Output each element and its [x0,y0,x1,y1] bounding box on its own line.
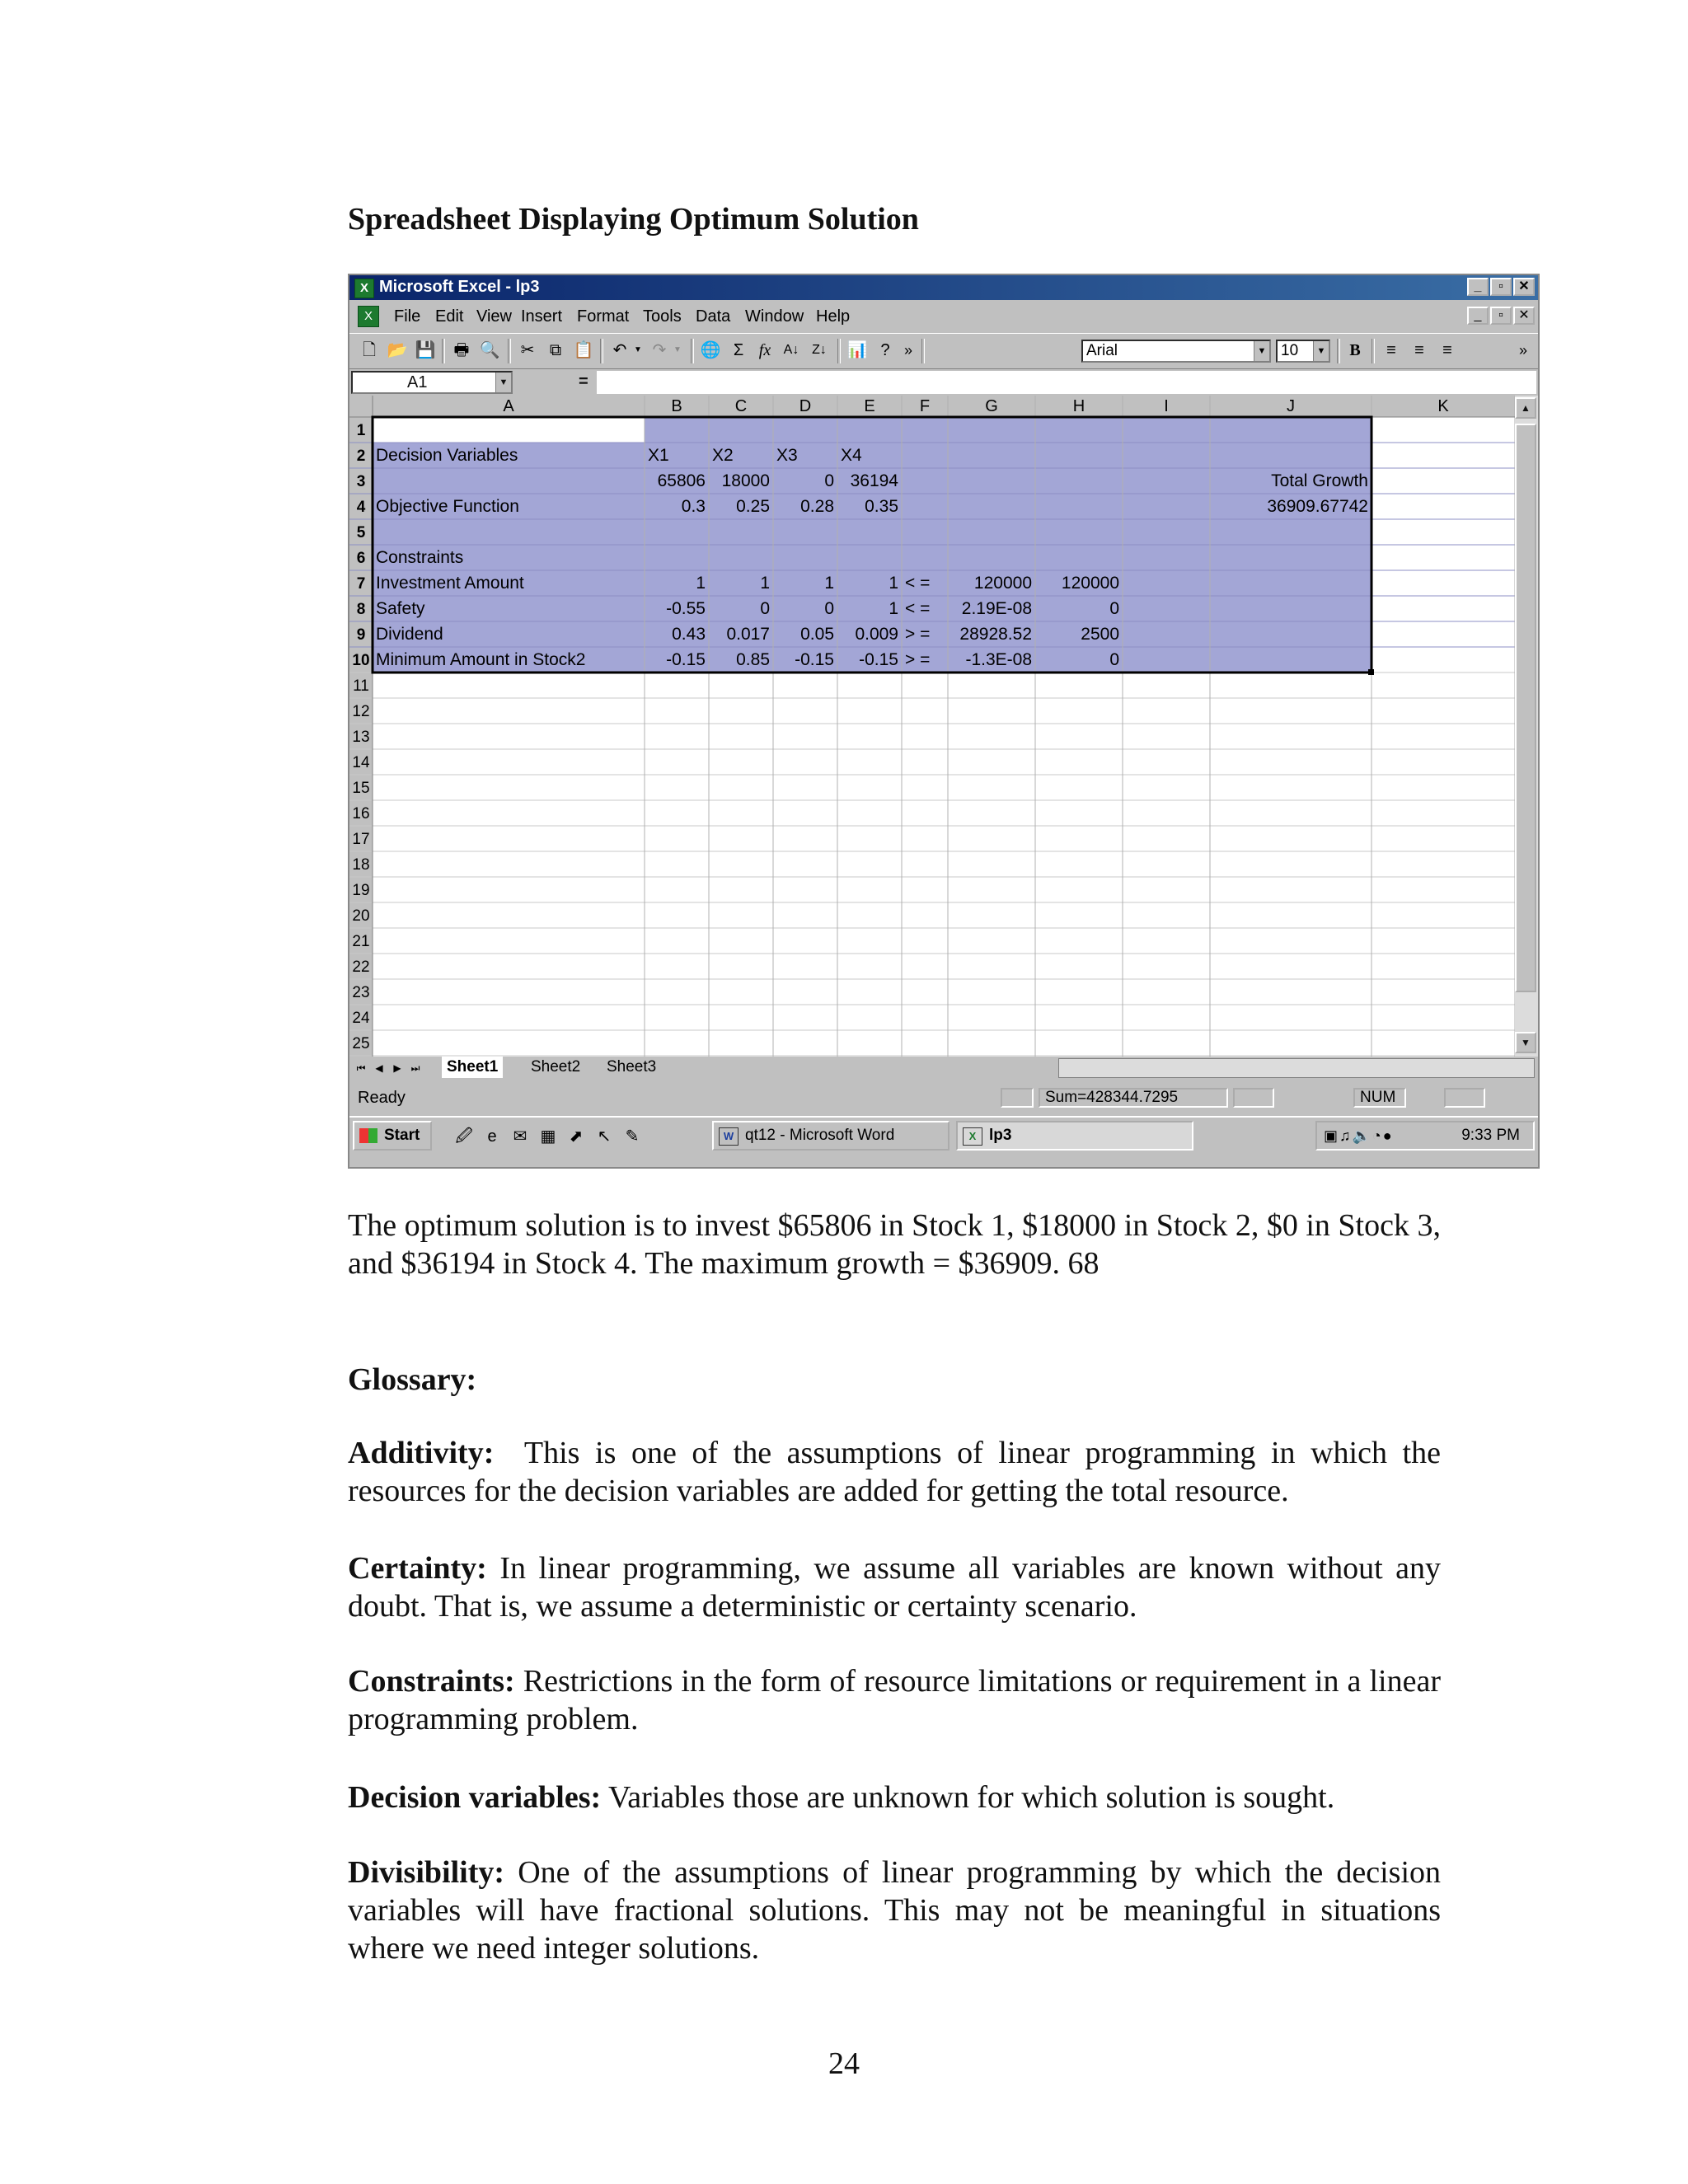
status-num: NUM [1353,1088,1406,1108]
menu-format[interactable]: Format [577,307,630,326]
row-header[interactable]: 10 [352,652,370,669]
glossary-entry [348,1549,1441,1625]
tab-sheet2[interactable]: Sheet2 [531,1058,581,1076]
column-header[interactable]: I [1164,397,1169,415]
next-sheet-icon[interactable]: ▶ [393,1062,401,1074]
menu-help[interactable]: Help [816,307,851,326]
cell-value[interactable]: -0.15 [795,650,834,669]
font-size-value: 10 [1281,342,1299,359]
cell-value[interactable]: X3 [776,446,798,465]
minimize-button[interactable]: _ [1467,278,1489,296]
taskbar-clock: 9:33 PM [1461,1127,1520,1144]
taskbar-excel[interactable] [956,1121,1193,1151]
row-header[interactable]: 23 [352,984,370,1001]
glossary-definition: Restrictions in the form of resource limitations or requirement in a linear programming problem. [348,1664,1441,1736]
cell-value[interactable]: Safety [376,599,425,618]
glossary-entry [348,1434,1441,1510]
cell-value[interactable]: 0 [824,471,834,490]
quicklaunch-app-icon[interactable]: ▦ [540,1127,556,1146]
print-icon[interactable]: 🖶 [453,341,470,359]
cell-value[interactable]: 65806 [657,471,706,490]
first-sheet-icon[interactable]: ⏮ [356,1062,366,1074]
column-header[interactable]: K [1437,397,1449,415]
formula-equals: = [579,373,588,391]
cell-value[interactable]: X1 [648,446,669,465]
cell-value[interactable]: 1 [760,574,770,593]
taskbar-word-label: qt12 - Microsoft Word [745,1127,895,1144]
system-tray [1315,1121,1535,1151]
row-header[interactable]: 2 [356,448,366,465]
glossary-term: Divisibility: [348,1855,505,1890]
show-desktop-icon[interactable]: 🖉 [455,1127,473,1146]
cell-value[interactable]: 1 [889,574,898,593]
cell-value[interactable]: Total Growth [1271,471,1368,490]
row-header[interactable]: 14 [352,754,370,771]
row-header[interactable]: 16 [352,805,370,823]
cell-value[interactable]: 0.017 [726,625,770,644]
row-header[interactable]: 18 [352,856,370,874]
cell-value[interactable]: 0 [1109,650,1119,669]
excel-app-icon: X [354,279,374,298]
start-button[interactable] [353,1121,432,1151]
quicklaunch-app2-icon[interactable]: ⬈ [569,1127,584,1146]
glossary-term: Certainty: [348,1551,487,1586]
menu-window[interactable]: Window [745,307,804,326]
active-cell[interactable] [373,417,645,443]
fill-handle[interactable] [1368,669,1374,675]
column-header[interactable]: F [919,397,931,415]
cell-value[interactable]: 2500 [1081,625,1119,644]
cell-value[interactable]: 0 [1109,599,1119,618]
row-header[interactable]: 13 [352,729,370,746]
quicklaunch-app4-icon[interactable]: ✎ [625,1127,640,1146]
row-header[interactable]: 7 [356,575,366,593]
scroll-down-icon[interactable]: ▼ [1515,1032,1536,1053]
glossary-definition: This is one of the assumptions of linear programming in which the resources for the decision variables are added for getting the total resource. [348,1436,1441,1508]
glossary-definition: In linear programming, we assume all variables are known without any doubt. That is, we assume a deterministic or certainty scenario. [348,1551,1442,1624]
page-number: 24 [828,2046,860,2081]
cell-value[interactable]: 0.43 [672,625,706,644]
row-header[interactable]: 24 [352,1010,370,1027]
row-header[interactable]: 1 [356,422,366,439]
horizontal-scrollbar[interactable] [1058,1058,1535,1078]
row-header[interactable]: 25 [352,1035,370,1052]
row-header[interactable]: 19 [352,882,370,899]
name-box[interactable] [351,371,513,394]
row-header[interactable]: 22 [352,958,370,976]
quicklaunch-app3-icon[interactable]: ↖ [597,1127,612,1146]
menu-data[interactable]: Data [696,307,731,326]
glossary-term: Decision variables: [348,1780,602,1815]
row-header[interactable]: 9 [356,626,366,644]
title-bar[interactable] [349,275,1538,300]
menu-view[interactable]: View [476,307,512,326]
tab-sheet1[interactable]: Sheet1 [442,1057,503,1078]
row-header[interactable]: 11 [353,677,369,695]
cell-value[interactable]: Decision Variables [376,446,518,465]
cell-value[interactable]: -0.55 [666,599,706,618]
excel-window [348,274,1540,1169]
cell-value[interactable]: < = [905,599,931,618]
cell-value[interactable]: Objective Function [376,497,519,516]
restore-button[interactable]: ▫ [1490,278,1512,296]
glossary-entry [348,1662,1441,1738]
help-icon[interactable]: ? [880,341,890,359]
cell-value[interactable]: 1 [824,574,834,593]
toolbar-overflow-icon[interactable]: » [903,342,912,359]
excel-taskbar-icon: X [963,1127,982,1146]
workbook-icon[interactable]: X [358,306,379,327]
cell-value[interactable]: Dividend [376,625,443,644]
cut-icon[interactable]: ✂ [520,341,535,359]
menu-edit[interactable]: Edit [435,307,464,326]
column-header[interactable]: J [1287,397,1295,415]
cell-value[interactable]: X2 [712,446,734,465]
glossary-entry [348,1854,1441,1967]
sort-ascending-icon[interactable]: A↓ [783,343,799,357]
paste-icon[interactable]: 📋 [573,341,594,359]
paste-function-icon[interactable]: fx [758,341,771,359]
sort-descending-icon[interactable]: Z↓ [812,343,827,357]
cell-value[interactable]: Minimum Amount in Stock2 [376,650,586,669]
row-header[interactable]: 21 [352,933,370,950]
cell-value[interactable]: 0.25 [736,497,770,516]
taskbar-excel-label: lp3 [989,1127,1012,1144]
cell-value[interactable]: 0.009 [855,625,898,644]
save-icon[interactable]: 💾 [415,341,436,359]
tray-icons[interactable]: ▣♫🔈◔● [1324,1127,1394,1144]
last-sheet-icon[interactable]: ⏭ [410,1062,420,1074]
page-heading: Spreadsheet Displaying Optimum Solution [348,202,919,237]
column-header[interactable]: G [985,397,998,415]
align-center-icon[interactable]: ≡ [1414,341,1424,359]
solution-paragraph: The optimum solution is to invest $65806 in Stock 1, $18000 in Stock 2, $0 in Stock 3, and $36194 in Stock 4. The maximum growth = $36909. 68 [348,1208,1441,1281]
name-box-dropdown-icon[interactable]: ▼ [495,373,511,392]
cell-value[interactable]: 18000 [721,471,770,490]
column-header[interactable]: C [734,397,748,415]
tab-sheet3[interactable]: Sheet3 [607,1058,657,1076]
column-header[interactable]: B [671,397,682,415]
prev-sheet-icon[interactable]: ◀ [375,1062,383,1074]
cell-value[interactable]: 36909.67742 [1267,497,1368,516]
column-header[interactable]: A [503,397,514,415]
cell-value[interactable]: 120000 [973,574,1032,593]
cell-value[interactable]: > = [905,625,931,644]
column-header[interactable]: D [799,397,812,415]
row-header[interactable]: 15 [352,780,370,797]
font-select[interactable] [1081,340,1271,363]
cell-value[interactable]: 1 [696,574,706,593]
status-sum: Sum=428344.7295 [1039,1088,1228,1108]
cell-value[interactable]: 0 [824,599,834,618]
row-header[interactable]: 3 [356,473,366,490]
column-header[interactable]: E [864,397,875,415]
glossary-entry [348,1779,1441,1816]
cell-value[interactable]: > = [905,650,931,669]
cell-value[interactable]: 0.35 [865,497,898,516]
row-header[interactable]: 5 [356,524,366,541]
cell-value[interactable]: 1 [889,599,898,618]
glossary-title: Glossary: [348,1362,477,1397]
start-label: Start [384,1127,420,1144]
open-icon[interactable]: 📂 [387,341,408,359]
workbook-close-button[interactable]: ✕ [1513,307,1535,325]
menu-file[interactable]: File [394,307,421,326]
row-header[interactable]: 17 [352,831,370,848]
menu-insert[interactable]: Insert [521,307,563,326]
row-header[interactable]: 20 [352,907,370,925]
vertical-scrollbar[interactable] [1515,396,1538,1057]
cell-value[interactable]: 0.3 [681,497,706,516]
row-header[interactable]: 6 [356,550,366,567]
redo-dropdown-icon[interactable]: ▼ [673,345,682,354]
workbook-restore-button[interactable]: ▫ [1490,307,1512,325]
font-size-select[interactable] [1276,340,1330,363]
word-icon: W [719,1127,738,1146]
windows-logo-icon [359,1128,377,1143]
redo-icon[interactable]: ↷ [652,341,667,359]
cell-value[interactable]: < = [905,574,931,593]
status-bar [349,1085,1538,1113]
vertical-scroll-thumb[interactable] [1515,424,1536,992]
cell-value[interactable]: X4 [841,446,862,465]
menu-tools[interactable]: Tools [643,307,682,326]
scroll-up-icon[interactable]: ▲ [1515,397,1536,419]
cell-value[interactable]: 2.19E-08 [961,599,1032,618]
glossary-term: Additivity: [348,1436,495,1470]
cell-value[interactable]: -0.15 [859,650,898,669]
status-ready: Ready [358,1089,406,1107]
align-left-icon[interactable]: ≡ [1386,341,1396,359]
formula-bar [349,369,1538,396]
row-header[interactable]: 8 [356,601,366,618]
window-title: Microsoft Excel - lp3 [379,278,540,296]
cell-value[interactable]: 0.05 [800,625,834,644]
font-dropdown-icon[interactable]: ▼ [1254,341,1269,361]
cell-value[interactable]: 28928.52 [959,625,1032,644]
sheet-tab-bar [349,1057,1538,1081]
size-dropdown-icon[interactable]: ▼ [1313,341,1329,361]
undo-dropdown-icon[interactable]: ▼ [634,345,642,354]
row-header[interactable]: 12 [352,703,370,720]
row-header[interactable]: 4 [356,499,366,516]
web-hyperlink-icon[interactable]: 🌐 [700,341,721,359]
name-box-value: A1 [407,373,428,391]
cell-value[interactable]: Constraints [376,548,464,567]
outlook-icon[interactable]: ✉ [513,1127,528,1146]
print-preview-icon[interactable]: 🔍 [479,341,500,359]
close-button[interactable]: ✕ [1513,278,1535,296]
cell-value[interactable]: 0.28 [800,497,834,516]
cell-value[interactable]: -1.3E-08 [965,650,1032,669]
worksheet-grid[interactable] [349,396,1515,1057]
toolbar2-overflow-icon[interactable]: » [1518,342,1527,359]
new-icon[interactable]: 🗋 [362,341,377,359]
workbook-minimize-button[interactable]: _ [1467,307,1489,325]
column-header[interactable]: H [1072,397,1085,415]
glossary-definition: One of the assumptions of linear programming by which the decision variables will have fractional solutions. This may not be meaningful in situations where we need integer solutions. [348,1855,1441,1966]
glossary-term: Constraints: [348,1664,515,1699]
font-value: Arial [1086,342,1118,359]
undo-icon[interactable]: ↶ [612,341,627,359]
taskbar-word[interactable] [712,1121,950,1151]
copy-icon[interactable]: ⧉ [549,341,562,359]
autosum-icon[interactable]: Σ [733,341,744,359]
cell-value[interactable]: 36194 [850,471,898,490]
bold-button[interactable]: B [1349,341,1361,359]
cell-value[interactable]: -0.15 [666,650,706,669]
menu-bar [349,302,1538,331]
cell-value[interactable]: 0.85 [736,650,770,669]
glossary-definition: Variables those are unknown for which solution is sought. [607,1780,1335,1815]
formula-input[interactable] [597,371,1536,394]
align-right-icon[interactable]: ≡ [1442,341,1452,359]
standard-toolbar [349,333,1538,369]
cell-value[interactable]: 0 [760,599,770,618]
cell-value[interactable]: Investment Amount [376,574,524,593]
windows-taskbar [349,1116,1538,1154]
chart-wizard-icon[interactable]: 📊 [846,341,868,359]
cell-value[interactable]: 120000 [1061,574,1119,593]
internet-explorer-icon[interactable]: e [487,1127,497,1146]
